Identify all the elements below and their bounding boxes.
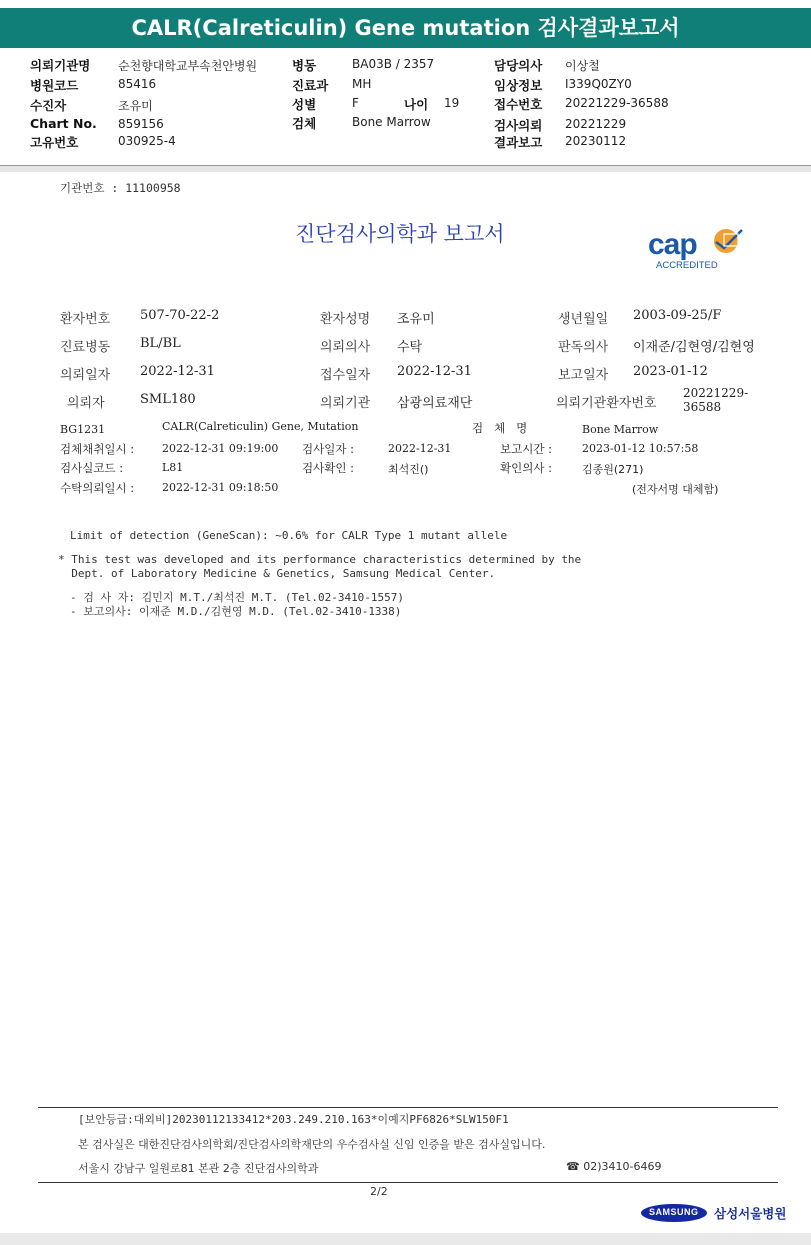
header-label: 고유번호 [30,135,79,150]
report-title-bar: CALR(Calreticulin) Gene mutation 검사결과보고서 [0,8,811,48]
confirmdoc-value: 김종원(271) [582,463,644,476]
confirm-value: 최석진() [388,463,429,476]
patient-value: 2023-01-12 [633,364,708,379]
header-value: 030925-4 [118,134,176,148]
header-shadow [0,166,811,172]
header-label: 검사의뢰 [494,118,543,133]
patient-value: 삼광의료재단 [397,396,473,411]
staff-line-1: - 검 사 자: 김민지 M.T./최석진 M.T. (Tel.02-3410-1557) [70,591,405,604]
patient-label: 접수일자 [320,368,371,383]
patient-label: 판독의사 [558,340,609,355]
footer-top-rule [38,1107,778,1108]
header-value: MH [352,77,372,91]
header-label: 의뢰기관명 [30,58,91,73]
header-value: 이상철 [565,59,600,73]
patient-value: 수탁 [397,340,423,355]
patient-value: BL/BL [140,336,181,351]
confirm-label: 검사확인 : [302,461,354,475]
header-info [0,48,811,168]
patient-label: 의뢰기관 [320,396,371,411]
header-label: 접수번호 [494,97,543,112]
testdate-value: 2022-12-31 [388,442,452,455]
header-label: 병원코드 [30,78,79,93]
patient-value: 2022-12-31 [140,364,215,379]
patient-value: 2003-09-25/F [633,308,722,323]
patient-label: 환자성명 [320,312,371,327]
header-label: 진료과 [292,78,329,93]
testdate-label: 검사일자 : [302,442,354,456]
labcode-label: 검사실코드 : [60,461,124,475]
page-title: 진단검사의학과 보고서 [295,222,505,246]
specimen-label: 검 체 명 [472,421,528,435]
lod-text: Limit of detection (GeneScan): ~0.6% for CALR Type 1 mutant allele [70,529,508,542]
cap-accredited-logo [646,226,752,274]
header-label: 검체 [292,116,317,131]
header-label: 담당의사 [494,58,543,73]
patient-label: 의뢰자 [67,396,105,411]
reporttime-label: 보고시간 : [500,442,552,456]
header-label: 결과보고 [494,135,543,150]
address-text: 서울시 강남구 일원로81 본관 2층 진단검사의학과 [78,1162,319,1175]
patient-label: 보고일자 [558,368,609,383]
collect-value: 2022-12-31 09:19:00 [162,442,279,455]
certification-text: 본 검사실은 대한진단검사의학회/진단검사의학재단의 우수검사실 신임 인증을 받은 검사실입니다. [78,1138,546,1151]
header-value: 20230112 [565,134,627,148]
note-line-1: * This test was developed and its performance characteristics determined by the [58,553,582,566]
receive-label: 수탁의뢰일시 : [60,481,135,495]
header-label: Chart No. [30,116,97,131]
patient-value: SML180 [140,392,196,407]
patient-label: 의뢰의사 [320,340,371,355]
header-value: 순천향대학교부속천안병원 [118,59,258,73]
header-label: 나이 [404,97,429,112]
patient-label: 생년월일 [558,312,609,327]
cap-accredited-text: ACCREDITED [656,260,718,271]
patient-value: 2022-12-31 [397,364,472,379]
header-value: 20221229 [565,117,627,131]
patient-value: 이재준/김현영/김현영 [633,340,755,355]
patient-label: 진료병동 [60,340,111,355]
bottom-bar [0,1233,811,1245]
samsung-logo [640,1203,708,1223]
labcode-value: L81 [162,461,184,474]
hospital-name: 삼성서울병원 [714,1206,787,1221]
patient-label: 의뢰일자 [60,368,111,383]
reporttime-value: 2023-01-12 10:57:58 [582,442,699,455]
header-value: F [352,96,359,110]
header-value: 859156 [118,117,164,131]
patient-value: 507-70-22-2 [140,308,220,323]
header-value: Bone Marrow [352,115,431,129]
header-value: 조유미 [118,99,153,113]
patient-value: 20221229- 36588 [683,386,749,414]
samsung-logo-text: SAMSUNG [649,1207,699,1217]
header-value: I339Q0ZY0 [565,77,632,91]
header-label: 병동 [292,58,317,73]
note-line-2: Dept. of Laboratory Medicine & Genetics, Samsung Medical Center. [58,567,496,580]
institution-number: 기관번호 : 11100958 [60,181,181,195]
page-number: 2/2 [370,1185,388,1198]
patient-value: 조유미 [397,312,435,327]
cap-logo-text: cap [648,228,697,261]
header-value: 20221229-36588 [565,96,669,110]
patient-label: 의뢰기관환자번호 [556,396,657,411]
esign-note: (전자서명 대체함) [632,483,719,496]
collect-label: 검체채취일시 : [60,442,135,456]
header-value: BA03B / 2357 [352,57,435,71]
receive-value: 2022-12-31 09:18:50 [162,481,279,494]
header-label: 수진자 [30,98,67,113]
patient-label: 환자번호 [60,312,111,327]
staff-line-2: - 보고의사: 이재준 M.D./김현영 M.D. (Tel.02-3410-1338) [70,605,402,618]
confirmdoc-label: 확인의사 : [500,461,552,475]
header-value: 85416 [118,77,157,91]
security-line: [보안등급:대외비]20230112133412*203.249.210.163*이예지PF6826*SLW150F1 [78,1113,509,1126]
header-value: 19 [444,96,460,110]
footer-bottom-rule [38,1182,778,1183]
test-code: BG1231 [60,423,106,436]
header-label: 성별 [292,97,317,112]
phone-text: ☎ 02)3410-6469 [566,1160,662,1173]
test-name: CALR(Calreticulin) Gene, Mutation [162,420,359,433]
header-label: 임상정보 [494,78,543,93]
specimen-value: Bone Marrow [582,423,659,436]
